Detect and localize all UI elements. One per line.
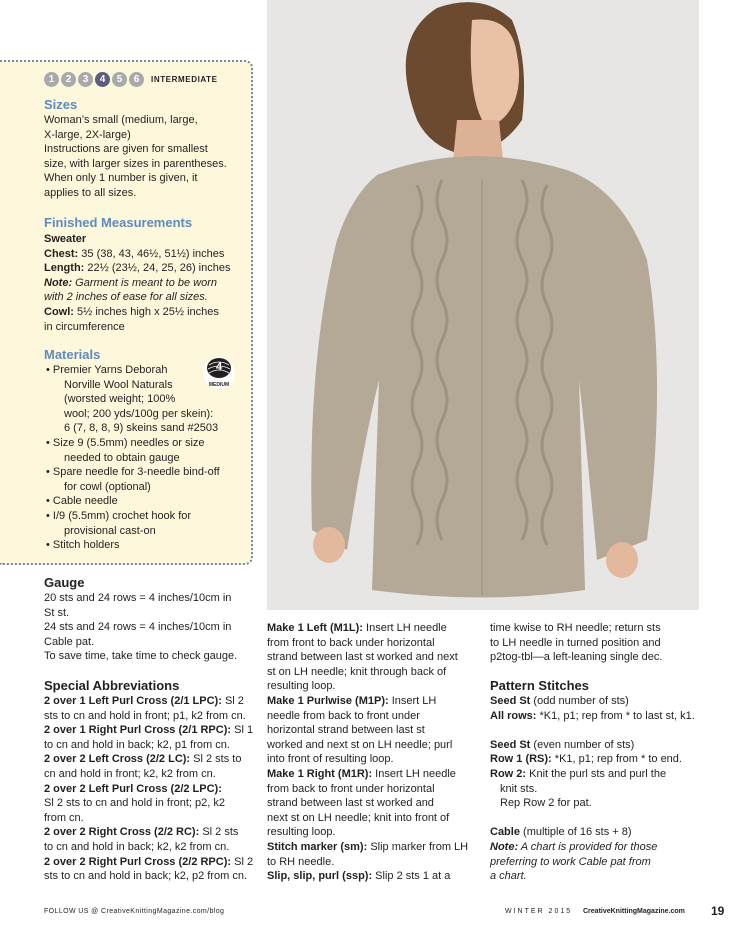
abbrev-def: Sl 2 sts <box>199 826 239 839</box>
abbrev-def: Insert LH <box>388 694 437 707</box>
page-number: 19 <box>711 904 725 918</box>
rep-text: Rep Row 2 for pat. <box>500 797 592 810</box>
abbrev-cont: to cn and hold in back; k2, k2 from cn. <box>44 840 230 853</box>
text-line: time kwise to RH needle; return sts <box>490 622 661 634</box>
row-label: All rows: <box>490 709 537 722</box>
yarn-weight-label: MEDIUM <box>208 382 230 388</box>
list-item <box>44 538 254 553</box>
item-cont: needed to obtain gauge <box>64 451 180 464</box>
text-line: X-large, 2X-large) <box>44 128 131 141</box>
sweater-label: Sweater <box>44 233 87 245</box>
pattern-stitches-heading: Pattern Stitches <box>490 678 589 693</box>
abbrev-term: 2 over 1 Left Purl Cross (2/1 LPC): <box>44 695 222 707</box>
abbrev-def: Slip 2 sts 1 at a <box>372 870 451 883</box>
list-item <box>44 494 254 509</box>
right-column <box>490 621 710 665</box>
stitch-sub: (multiple of 16 sts + 8) <box>519 826 632 839</box>
materials-heading: Materials <box>44 347 101 362</box>
note-value: Garment is meant to be worn <box>72 276 218 289</box>
item-text: • I/9 (5.5mm) crochet hook for <box>46 509 192 522</box>
item-cont: wool; 200 yds/100g per skein): <box>64 407 214 420</box>
note-label: Note: <box>44 276 73 289</box>
skill-level <box>44 72 218 87</box>
abbrev-def: Sl 2 sts to <box>190 753 242 766</box>
list-item <box>44 465 254 494</box>
abbrev-cont: into front of resulting loop. <box>267 753 394 766</box>
note-text: a chart. <box>490 870 527 883</box>
abbrev-heading: Special Abbreviations <box>44 678 180 693</box>
abbrev-entry <box>44 694 262 709</box>
abbrev-term: 2 over 2 Left Cross (2/2 LC): <box>44 753 191 766</box>
abbrev-def: Sl 2 <box>231 855 254 868</box>
sizes-heading: Sizes <box>44 97 78 112</box>
skill-label: INTERMEDIATE <box>151 75 218 84</box>
skill-dot-1: 1 <box>44 72 59 87</box>
abbrev-def: Insert LH needle <box>362 622 447 634</box>
stitch-title: Seed St <box>490 738 531 751</box>
text-line: Cable pat. <box>44 635 95 648</box>
note-text: preferring to work Cable pat from <box>490 855 651 868</box>
abbrev-entry <box>44 782 262 797</box>
item-cont: provisional cast-on <box>64 524 156 537</box>
sweater-photo <box>267 0 699 610</box>
item-text: • Size 9 (5.5mm) needles or size <box>46 436 205 449</box>
abbrev-entry <box>44 825 262 840</box>
length-value: 22½ (23½, 24, 25, 26) inches <box>84 262 231 275</box>
cowl-label: Cowl: <box>44 305 74 318</box>
abbrev-cont: from front to back under horizontal <box>267 636 435 649</box>
abbrev-term: Make 1 Right (M1R): <box>267 767 373 780</box>
text-line: 20 sts and 24 rows = 4 inches/10cm in <box>44 592 232 604</box>
row-text: *K1, p1; rep from * to last st, k1. <box>536 709 695 722</box>
text-line: Instructions are given for smallest <box>44 143 208 156</box>
cowl-value: 5½ inches high x 25½ inches <box>73 305 219 318</box>
text-line: To save time, take time to check gauge. <box>44 650 238 663</box>
skill-dot-6: 6 <box>129 72 144 87</box>
text-line: to LH needle in turned position and <box>490 636 661 649</box>
abbrev-term: Make 1 Purlwise (M1P): <box>267 694 389 707</box>
abbrev-cont: resulting loop. <box>267 680 336 693</box>
abbrev-entry <box>44 855 262 870</box>
gauge-heading: Gauge <box>44 575 85 590</box>
abbrev-term: Make 1 Left (M1L): <box>267 622 363 634</box>
gauge-text <box>44 591 259 664</box>
abbrev-cont: needle from back to front under <box>267 709 420 722</box>
abbrev-cont: from cn. <box>44 811 84 824</box>
abbrev-cont: cn and hold in front; k2, k2 from cn. <box>44 767 216 780</box>
skill-dot-2: 2 <box>61 72 76 87</box>
pattern-stitches <box>490 694 710 884</box>
item-cont: (worsted weight; 100% <box>64 393 176 406</box>
sizes-text <box>44 113 249 201</box>
abbrev-cont: to RH needle. <box>267 855 335 868</box>
chest-label: Chest: <box>44 247 79 260</box>
item-text: • Premier Yarns Deborah <box>46 364 168 376</box>
text-line: 24 sts and 24 rows = 4 inches/10cm in <box>44 621 232 634</box>
item-text: • Stitch holders <box>46 539 120 552</box>
list-item <box>44 436 254 465</box>
stitch-title: Cable <box>490 826 520 839</box>
text-line: applies to all sizes. <box>44 186 137 199</box>
abbrev-cont: sts to cn and hold in back; k2, p2 from cn. <box>44 870 247 883</box>
item-text: • Cable needle <box>46 495 118 508</box>
note-label: Note: <box>490 840 519 853</box>
abbrev-cont: strand between last st worked and next <box>267 651 458 664</box>
skill-dot-4-selected: 4 <box>95 72 110 87</box>
footer-site: CreativeKnittingMagazine.com <box>583 908 685 915</box>
cowl-line2: in circumference <box>44 320 125 333</box>
abbrev-cont: next st on LH needle; knit into front of <box>267 811 450 824</box>
row-label: Row 2: <box>490 767 527 780</box>
text-line: size, with larger sizes in parentheses. <box>44 157 227 170</box>
abbrev-term: Stitch marker (sm): <box>267 840 368 853</box>
abbrev-term: 2 over 2 Right Purl Cross (2/2 RPC): <box>44 855 232 868</box>
abbrev-cont: st on LH needle; knit through back of <box>267 665 447 678</box>
row-text-cont: knit sts. <box>500 782 538 795</box>
abbrev-term: Slip, slip, purl (ssp): <box>267 870 373 883</box>
materials-list <box>44 363 254 553</box>
text-line: Woman’s small (medium, large, <box>44 114 198 126</box>
stitch-sub: (odd number of sts) <box>530 695 629 707</box>
abbrev-cont: from back to front under horizontal <box>267 782 435 795</box>
text-line: St st. <box>44 606 70 619</box>
abbrev-cont: horizontal strand between last st <box>267 724 425 737</box>
abbrev-entry <box>44 723 262 738</box>
abbrev-def: Sl 2 <box>221 695 244 707</box>
length-label: Length: <box>44 262 85 275</box>
abbrev-cont: sts to cn and hold in front; p1, k2 from cn. <box>44 709 246 722</box>
item-cont: for cowl (optional) <box>64 480 151 493</box>
abbrev-cont: strand between last st worked and <box>267 797 434 810</box>
abbrev-term: 2 over 2 Left Purl Cross (2/2 LPC): <box>44 782 222 795</box>
stitch-title: Seed St <box>490 695 531 707</box>
chest-value: 35 (38, 43, 46½, 51½) inches <box>78 247 225 260</box>
abbrev-entry <box>44 752 262 767</box>
skill-dot-5: 5 <box>112 72 127 87</box>
skill-dot-3: 3 <box>78 72 93 87</box>
abbrev-term: 2 over 1 Right Purl Cross (2/1 RPC): <box>44 724 232 737</box>
abbrev-def: Insert LH needle <box>372 767 456 780</box>
abbrev-cont: resulting loop. <box>267 826 336 839</box>
text-line: When only 1 number is given, it <box>44 172 198 185</box>
footer-follow: FOLLOW US @ CreativeKnittingMagazine.com/blog <box>44 908 225 915</box>
note-line2: with 2 inches of ease for all sizes. <box>44 291 208 304</box>
list-item <box>44 363 254 436</box>
abbrev-cont: to cn and hold in back; k2, p1 from cn. <box>44 738 230 751</box>
finished-heading: Finished Measurements <box>44 215 193 230</box>
abbrev-cont: Sl 2 sts to cn and hold in front; p2, k2 <box>44 797 225 810</box>
row-text: Knit the purl sts and purl the <box>526 767 667 780</box>
stitch-sub: (even number of sts) <box>530 738 635 751</box>
footer-season: WINTER 2015 <box>505 908 573 915</box>
abbrev-term: 2 over 2 Right Cross (2/2 RC): <box>44 826 200 839</box>
row-text: *K1, p1; rep from * to end. <box>551 753 682 766</box>
list-item <box>44 509 254 538</box>
abbrev-def: Sl 1 <box>231 724 254 737</box>
text-line: p2tog-tbl—a left-leaning single dec. <box>490 651 663 664</box>
note-text: A chart is provided for those <box>518 840 658 853</box>
item-cont: Norville Wool Naturals <box>64 378 173 391</box>
abbrev-cont: worked and next st on LH needle; purl <box>267 738 453 751</box>
finished-text <box>44 232 254 334</box>
item-text: • Spare needle for 3-needle bind-off <box>46 466 220 479</box>
model-illustration <box>267 0 699 610</box>
yarn-weight-number: 4 <box>215 361 223 373</box>
middle-column <box>267 621 482 884</box>
row-label: Row 1 (RS): <box>490 753 552 766</box>
abbrev-def: Slip marker from LH <box>367 840 469 853</box>
abbrev-list <box>44 694 262 884</box>
item-cont: 6 (7, 8, 8, 9) skeins sand #2503 <box>64 422 219 435</box>
